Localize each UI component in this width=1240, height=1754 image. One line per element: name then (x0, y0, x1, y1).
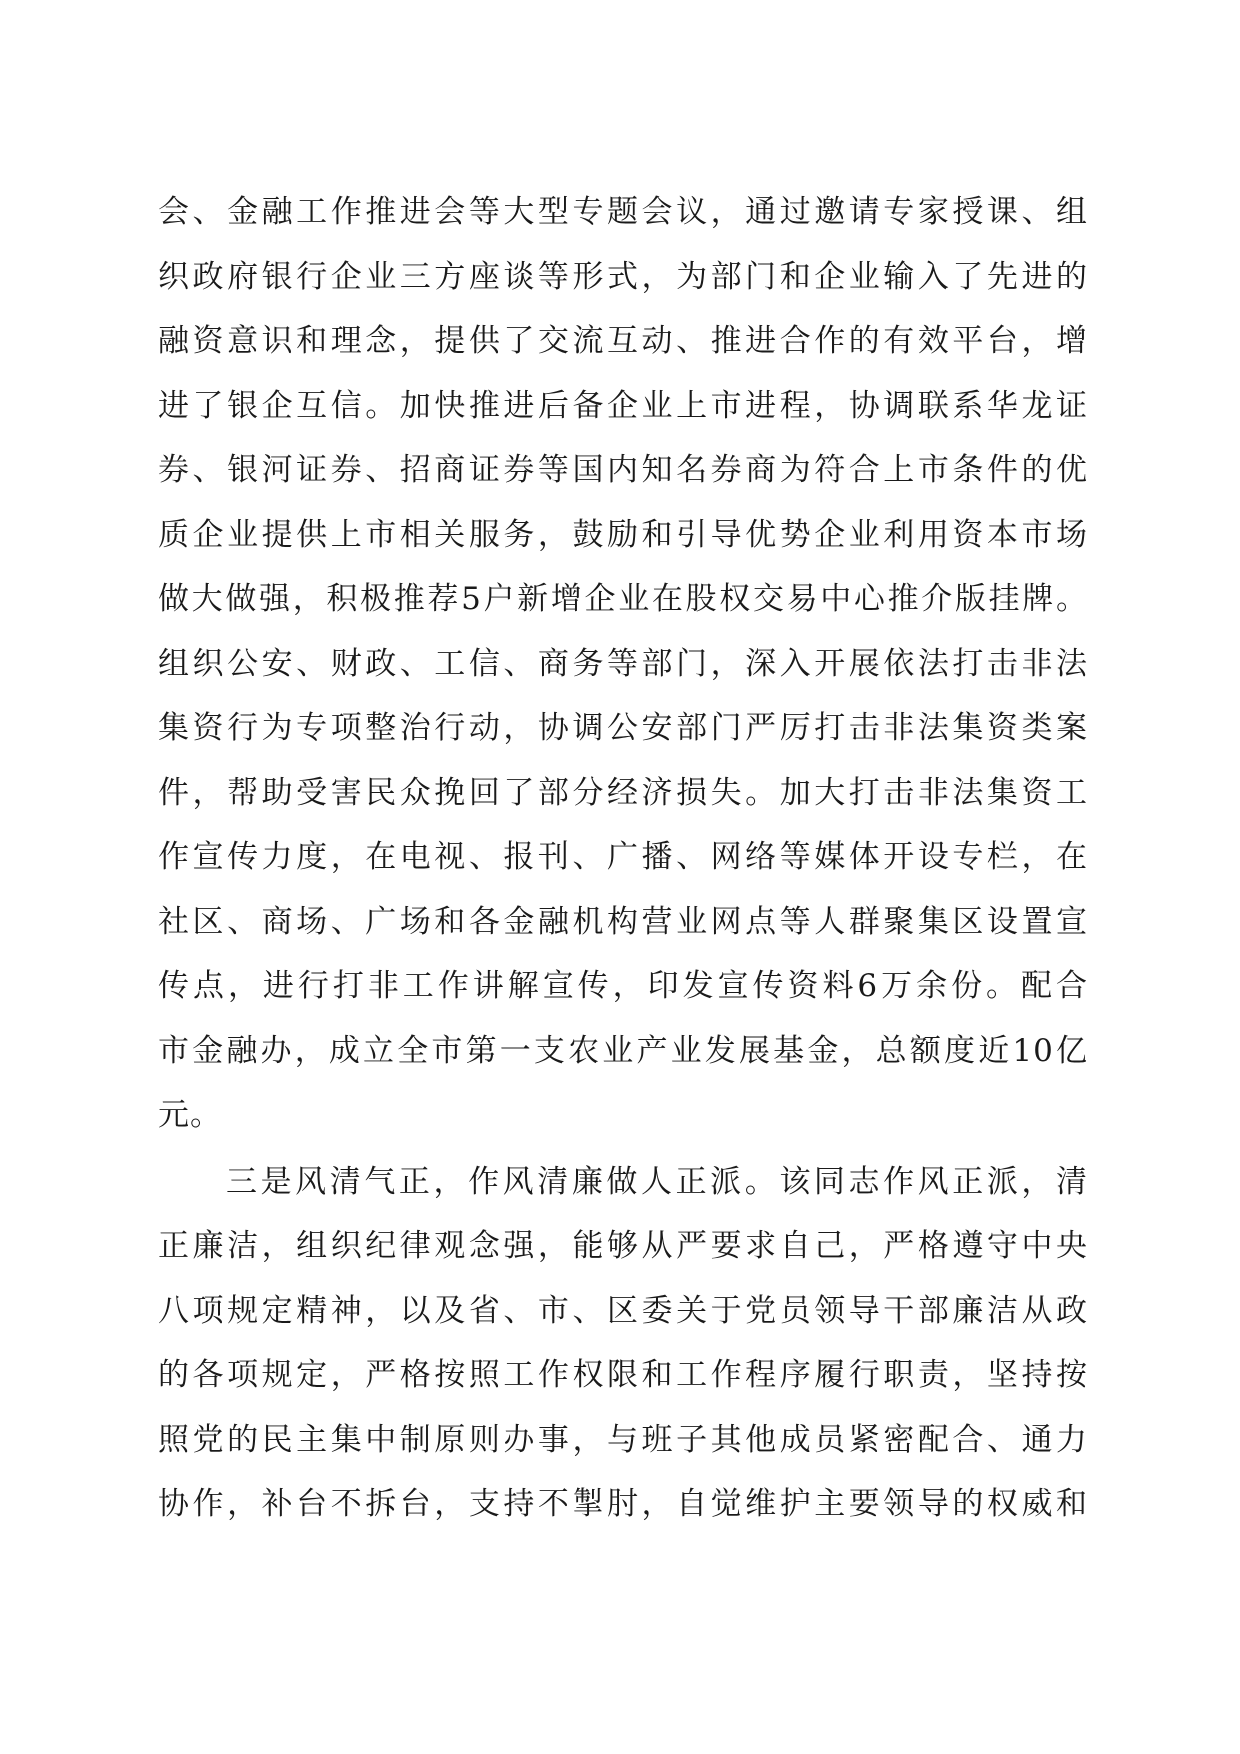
text-line: 市金融办，成立全市第一支农业产业发展基金，总额度近10亿 (158, 1032, 1088, 1069)
text-line: 质企业提供上市相关服务，鼓励和引导优势企业利用资本市场 (158, 516, 1088, 553)
paragraph-2 (158, 1150, 1088, 1537)
text-line: 传点，进行打非工作讲解宣传，印发宣传资料6万余份。配合 (158, 968, 1088, 1004)
text-line: 融资意识和理念，提供了交流互动、推进合作的有效平台，增 (158, 323, 1088, 359)
text-line: 进了银企互信。加快推进后备企业上市进程，协调联系华龙证 (158, 387, 1088, 424)
text-line: 券、银河证券、招商证券等国内知名券商为符合上市条件的优 (158, 452, 1088, 488)
text-line: 三是风清气正，作风清廉做人正派。该同志作风正派，清 (226, 1163, 1088, 1200)
text-line: 元。 (158, 1097, 222, 1133)
text-line: 的各项规定，严格按照工作权限和工作程序履行职责，坚持按 (158, 1357, 1088, 1393)
text-line: 协作，补台不拆台，支持不掣肘，自觉维护主要领导的权威和 (158, 1486, 1088, 1522)
text-line: 正廉洁，组织纪律观念强，能够从严要求自己，严格遵守中央 (158, 1228, 1088, 1264)
text-line: 做大做强，积极推荐5户新增企业在股权交易中心推介版挂牌。 (158, 581, 1088, 617)
text-line: 件，帮助受害民众挽回了部分经济损失。加大打击非法集资工 (158, 774, 1088, 811)
text-line: 织政府银行企业三方座谈等形式，为部门和企业输入了先进的 (158, 258, 1088, 295)
text-line: 社区、商场、广场和各金融机构营业网点等人群聚集区设置宣 (158, 903, 1088, 940)
document-body (158, 180, 1088, 1537)
text-line: 作宣传力度，在电视、报刊、广播、网络等媒体开设专栏，在 (158, 839, 1088, 875)
text-line: 照党的民主集中制原则办事，与班子其他成员紧密配合、通力 (158, 1421, 1088, 1458)
text-line: 集资行为专项整治行动，协调公安部门严厉打击非法集资类案 (158, 710, 1088, 746)
text-line: 会、金融工作推进会等大型专题会议，通过邀请专家授课、组 (158, 194, 1088, 230)
text-line: 八项规定精神，以及省、市、区委关于党员领导干部廉洁从政 (158, 1292, 1088, 1329)
text-line: 组织公安、财政、工信、商务等部门，深入开展依法打击非法 (158, 645, 1088, 682)
paragraph-1 (158, 180, 1088, 1148)
